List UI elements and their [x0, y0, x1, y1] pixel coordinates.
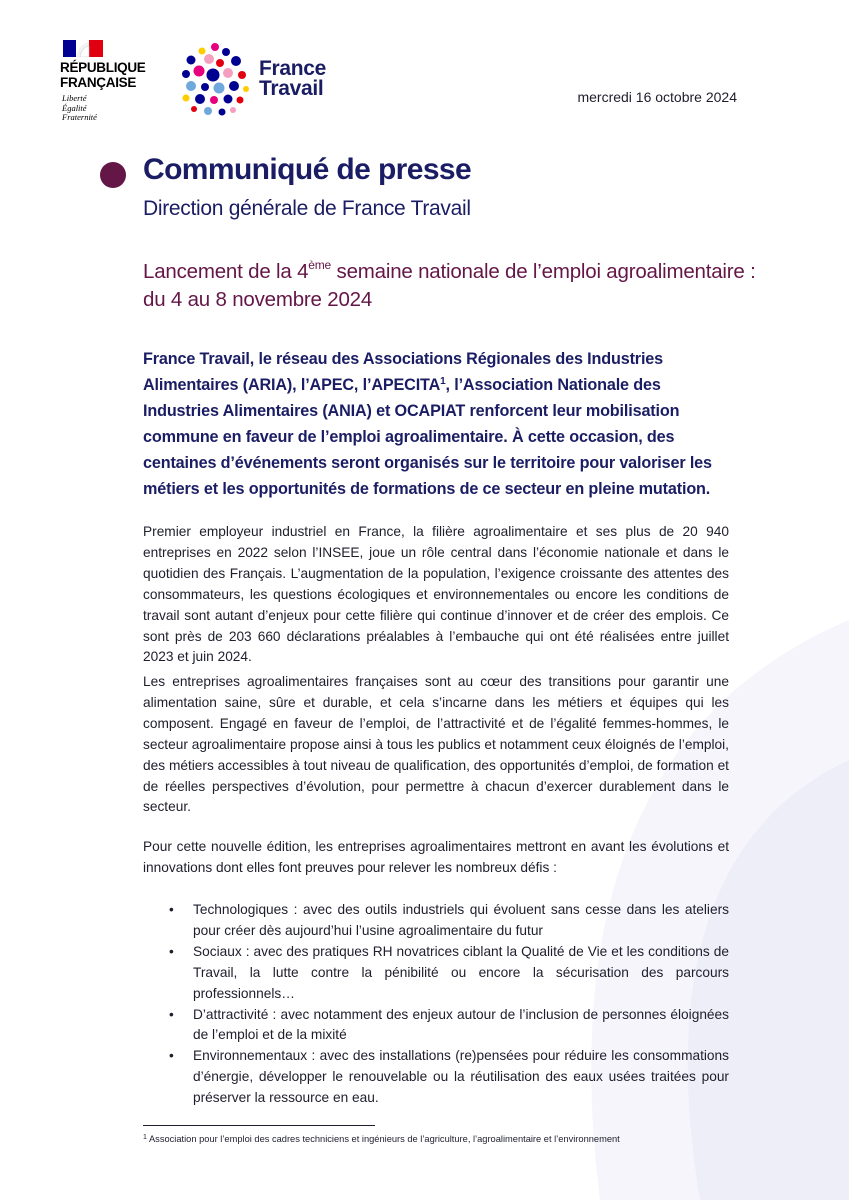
republic-motto: Liberté Égalité Fraternité — [62, 93, 97, 122]
list-item: • Environnementaux : avec des installations (re)pensées pour réduire les consommations d’énergie, développer le renouvelable ou la réutilisation des eaux usées traitées pour préserver la ressource en eau. — [169, 1048, 729, 1106]
republique-francaise-name: RÉPUBLIQUE FRANÇAISE — [60, 60, 146, 90]
france-travail-wordmark: France Travail — [259, 57, 327, 100]
list-item: • Technologiques : avec des outils industriels qui évoluent sans cesse dans les ateliers pour créer dès aujourd’hui l’usine agroalimentaire du futur — [169, 902, 729, 938]
press-release-headline: Lancement de la 4ème semaine nationale de l’emploi agroalimentaire : du 4 au 8 novembre 2024 — [143, 258, 756, 311]
footnote: $^1$ Association pour l’emploi des cadres techniciens et ingénieurs de l’agriculture, l’agroalimentaire et l’environnement — [143, 1134, 620, 1144]
footnote-reference: 1 — [440, 376, 446, 387]
marianne-flag-icon — [63, 40, 103, 57]
lead-paragraph: France Travail, le réseau des Associations Régionales des Industries Alimentaires (ARIA), l’APEC, l’APECITA$^1$, l’Association Nationale des Industries Alimentaires (ANIA) et OCAPIAT renforcent leur mobilisation commune en faveur de l’emploi agroalimentaire. À cette occasion, des centaines d’événements seront organisés sur le territoire pour valoriser les métiers et les opportunités de formations de ce secteur en pleine mutation. — [143, 350, 712, 498]
body-paragraph-2: Les entreprises agroalimentaires françaises sont au cœur des transitions pour garantir une alimentation saine, sûre et durable, et cela s’incarne dans les métiers et équipes qui les composent. Engagé en faveur de l’emploi, de l’attractivité et de l’égalité femmes-hommes, le secteur agroalimentaire propose ainsi à tous les publics et notamment ceux éloignés de l’emploi, des métiers accessibles à tout niveau de qualification, des opportunités d’emploi, de formation et de réelles perspectives d’évolution, pour permettre à chacun d’exercer durablement dans le secteur. — [143, 674, 729, 815]
challenges-list — [143, 900, 729, 1109]
page-title: Communiqué de presse — [143, 153, 472, 186]
republique-francaise-logo — [60, 40, 160, 123]
page-subtitle: Direction générale de France Travail — [143, 197, 471, 220]
footnote-separator — [143, 1125, 375, 1126]
list-item: • Sociaux : avec des pratiques RH novatrices ciblant la Qualité de Vie et les conditions de Travail, la lutte contre la pénibilité ou encore la sécurisation des parcours professionnels… — [169, 943, 729, 1001]
title-bullet-dot-icon — [100, 162, 126, 188]
bullet-icon: • — [169, 1006, 174, 1022]
bullet-icon: • — [169, 902, 174, 917]
body-paragraph-1: Premier employeur industriel en France, la filière agroalimentaire et ses plus de 20 940 entreprises en 2022 selon l’INSEE, joue un rôle central dans l’économie nationale et dans le quotidien des Français. L’augmentation de la population, l’exigence croissante des attentes des consommateurs, les questions écologiques et environnementales ou encore les conditions de travail sont autant d’enjeux pour cette filière qui continue d’innover et de créer des emplois. Ce sont près de 203 660 déclarations préalables à l’embauche qui ont été réalisées entre juillet 2023 et juin 2024. — [143, 524, 729, 665]
france-travail-dots-logo-icon — [178, 42, 252, 118]
bullet-icon: • — [169, 943, 174, 959]
publication-date: mercredi 16 octobre 2024 — [577, 89, 737, 105]
list-item: • D’attractivité : avec notamment des enjeux autour de l’inclusion de personnes éloignées de l’emploi et de la mixité — [169, 1006, 729, 1043]
bullet-icon: • — [169, 1048, 174, 1064]
body-paragraph-3: Pour cette nouvelle édition, les entreprises agroalimentaires mettront en avant les évolutions et innovations dont elles font preuves pour relever les nombreux défis : — [143, 839, 729, 875]
